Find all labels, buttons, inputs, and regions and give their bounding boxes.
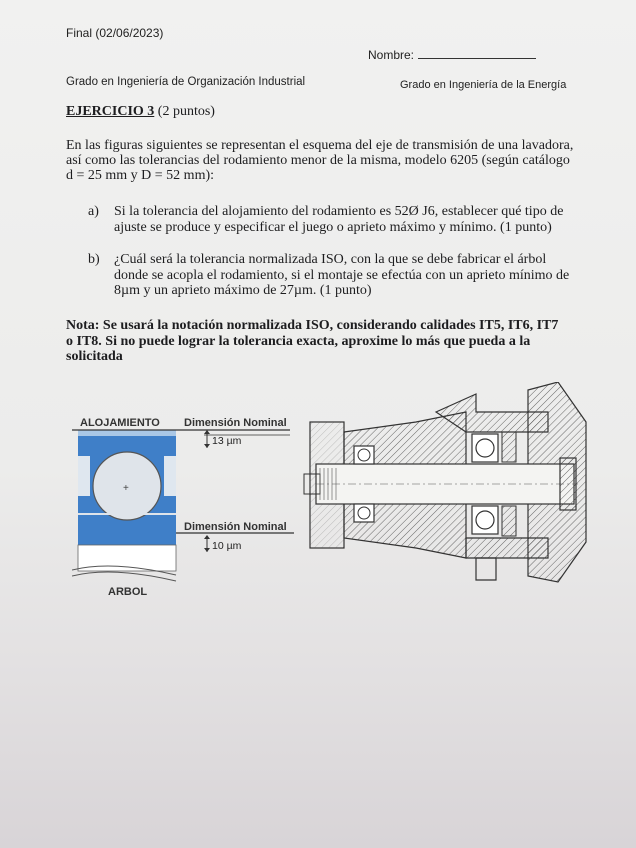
arbol-label: ARBOL <box>108 586 148 598</box>
exercise-number: EJERCICIO 3 <box>66 104 155 119</box>
intro-line: así como las tolerancias del rodamiento menor de la misma, modelo 6205 (según catálogo <box>66 153 570 168</box>
question-a <box>88 204 585 235</box>
question-line: 8µm y un aprieto máximo de 27µm. (1 punto) <box>114 283 372 298</box>
tol-top-value: 13 µm <box>212 435 242 447</box>
question-line: donde se acopla el rodamiento, si el montaje se efectúa con un aprieto mínimo de <box>114 267 570 283</box>
shaft-assembly-figure <box>296 382 588 584</box>
exercise-intro <box>66 138 586 183</box>
tolerance-diagram <box>72 410 302 610</box>
exercise-heading <box>66 104 215 120</box>
seal-bottom <box>502 506 516 536</box>
dim-nominal-bottom-label: Dimensión Nominal <box>184 521 287 533</box>
degree-left: Grado en Ingeniería de Organización Industrial <box>66 76 306 88</box>
tol-bottom-value: 10 µm <box>212 540 242 552</box>
degree-right: Grado en Ingeniería de la Energía <box>400 79 567 91</box>
nombre-label: Nombre: <box>368 48 415 62</box>
intro-line: d = 25 mm y D = 52 mm): <box>66 168 215 183</box>
intro-line: En las figuras siguientes se representan el esquema del eje de transmisión de una lavadora, <box>66 138 574 153</box>
exam-title: Final (02/06/2023) <box>66 26 164 40</box>
question-line: ajuste se produce y especificar el juego o aprieto máximo y mínimo. (1 punto) <box>114 219 552 235</box>
question-label: b) <box>88 252 100 267</box>
exercise-points: (2 puntos) <box>157 104 215 119</box>
question-line: ¿Cuál será la tolerancia normalizada ISO, con la que se debe fabricar el árbol <box>114 252 547 267</box>
dim-nominal-top-label: Dimensión Nominal <box>184 417 287 429</box>
nombre-blank-line <box>418 46 536 59</box>
note-line: solicitada <box>66 349 123 364</box>
note-line: Nota: Se usará la notación normalizada ISO, considerando calidades IT5, IT6, IT7 <box>66 318 559 333</box>
shaft-assembly-drawing <box>296 382 588 584</box>
exercise-note <box>66 318 586 365</box>
question-b <box>88 252 585 299</box>
tolerance-figure <box>72 410 302 610</box>
question-line: Si la tolerancia del alojamiento del rodamiento es 52Ø J6, establecer qué tipo de <box>114 204 564 219</box>
question-label: a) <box>88 204 99 219</box>
bearing-top-band <box>78 430 176 436</box>
note-line: o IT8. Si no puede lograr la tolerancia exacta, aproxime lo más que pueda a la <box>66 333 531 349</box>
alojamiento-label: ALOJAMIENTO <box>80 417 160 429</box>
ball-center-mark: + <box>123 483 129 494</box>
end-nut <box>560 458 576 510</box>
seal-top <box>502 432 516 462</box>
bearing-right-seal <box>164 456 176 496</box>
bearing-left-seal <box>78 456 90 496</box>
nombre-field[interactable] <box>368 46 536 62</box>
